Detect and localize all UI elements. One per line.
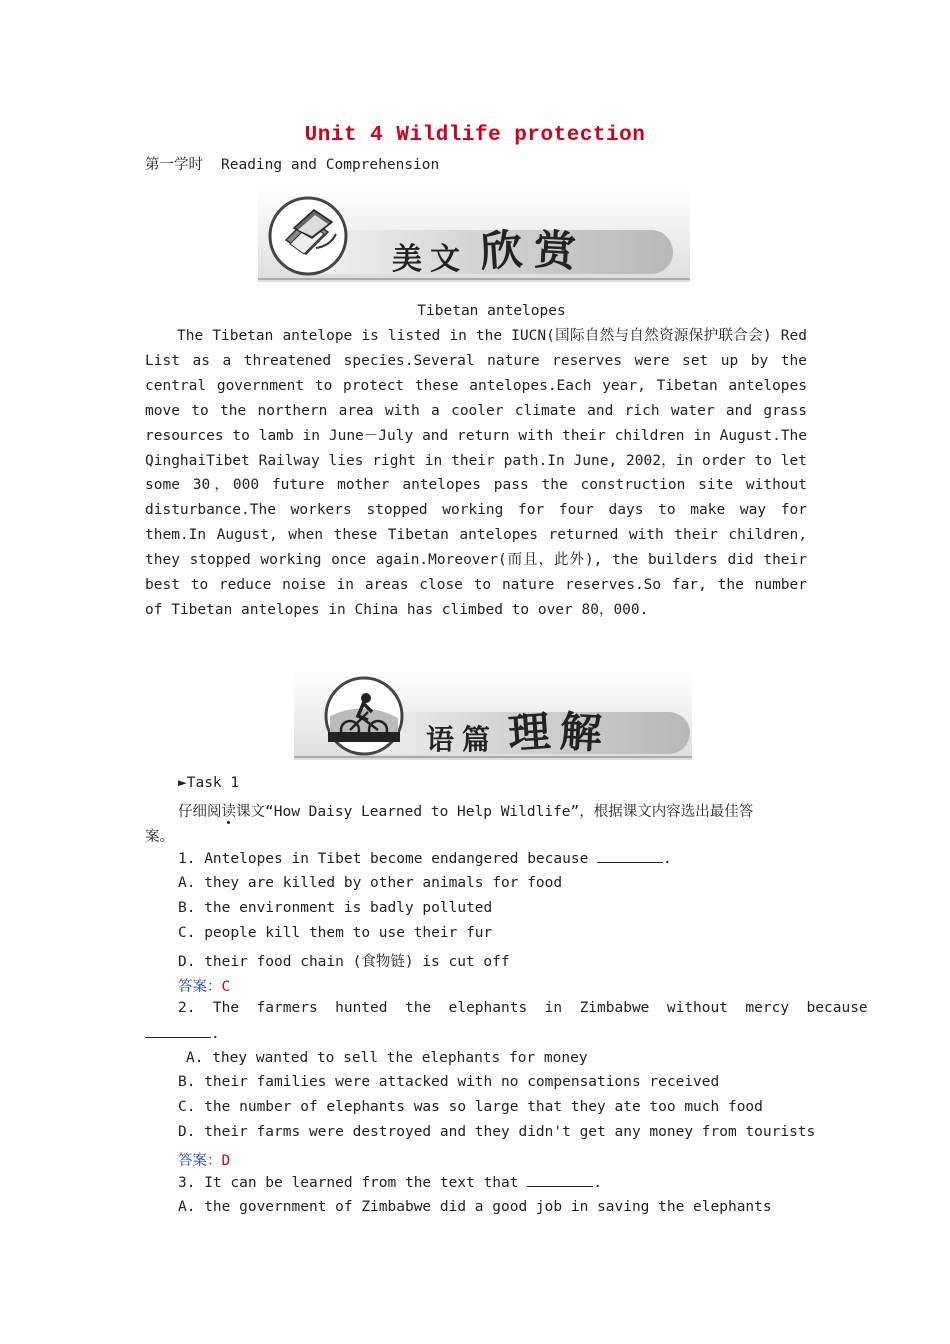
q1-stem-text: 1. Antelopes in Tibet become endangered because xyxy=(178,851,589,867)
q2-option-a: A. they wanted to sell the elephants for money xyxy=(186,1050,588,1066)
q2-stem-cont xyxy=(145,1025,220,1042)
q3-end: . xyxy=(593,1175,602,1191)
banner2-char-1: 语 xyxy=(426,723,455,756)
passage-title: Tibetan antelopes xyxy=(417,303,566,319)
lesson-subtitle xyxy=(145,153,439,174)
q3-answer-blank xyxy=(527,1174,593,1187)
banner2-char-2: 篇 xyxy=(462,723,491,756)
q2-option-c: C. the number of elephants was so large that they ate too much food xyxy=(178,1099,763,1115)
question-3-stem xyxy=(178,1174,602,1191)
banner1-char-4: 赏 xyxy=(532,224,578,277)
q1-option-a: A. they are killed by other animals for food xyxy=(178,875,563,891)
document-title: Unit 4 Wildlife protection xyxy=(304,124,646,147)
banner2-char-3: 理 xyxy=(506,706,552,759)
q1-option-b: B. the environment is badly polluted xyxy=(178,900,493,916)
banner-frame-graphic xyxy=(294,672,692,760)
q3-stem-text: 3. It can be learned from the text that xyxy=(178,1175,519,1191)
q2-option-b: B. their families were attacked with no compensations received xyxy=(178,1074,720,1090)
section-banner-comprehension xyxy=(294,672,692,760)
q2-answer-label: 答案： xyxy=(178,1153,222,1169)
q2-option-d: D. their farms were destroyed and they didn't get any money from tourists xyxy=(178,1124,816,1140)
task-label: ►Task 1 xyxy=(178,775,240,791)
question-2-stem: 2. The farmers hunted the elephants in Zimbabwe without mercy because xyxy=(178,1000,868,1016)
q2-end: . xyxy=(211,1026,220,1042)
banner1-char-1: 美 xyxy=(392,242,422,277)
task-instruction-cont: 案。 xyxy=(145,829,174,845)
q2-answer xyxy=(178,1149,230,1170)
instruction-part-b: 课文“How Daisy Learned to Help Wildlife”，根据课文内容选出最佳答 xyxy=(236,804,754,820)
q1-answer-label: 答案： xyxy=(178,979,222,995)
q3-option-a: A. the government of Zimbabwe did a good job in saving the elephants xyxy=(178,1199,772,1215)
banner-frame-graphic xyxy=(258,188,690,282)
q1-end: . xyxy=(663,851,672,867)
banner1-char-2: 文 xyxy=(430,242,460,277)
q1-answer-blank xyxy=(597,850,663,863)
task-instruction xyxy=(178,800,753,821)
q1-option-d: D. their food chain (食物链) is cut off xyxy=(178,954,510,970)
instruction-dotted-char: 读 xyxy=(221,804,236,820)
lesson-label: 第一学时 xyxy=(145,157,203,173)
banner2-char-4: 解 xyxy=(558,706,604,759)
question-1-stem xyxy=(178,850,672,867)
lesson-name: Reading and Comprehension xyxy=(221,157,440,173)
instruction-part-a: 仔细阅 xyxy=(178,804,222,820)
q1-answer-value: C xyxy=(221,979,231,995)
q2-answer-blank xyxy=(145,1025,211,1038)
q2-answer-value: D xyxy=(221,1153,231,1169)
passage-body: The Tibetan antelope is listed in the IUCN(国际自然与自然资源保护联合会) Red List as a threatened species.Several nature reserves were set up by the central government to protect these antelopes.Each year, Tibetan antelopes move to the northern area with a cooler climate and rich water and grass resources to lamb in June－July and return with their children in August.The QinghaiTibet Railway lies right in their path.In June, 2002，in order to let some 30，000 future mother antelopes pass the construction site without disturbance.The workers stopped working for four days to make way for them.In August, when these Tibetan antelopes returned with their children, they stopped working once again.Moreover(而且，此外), the builders did their best to reduce noise in areas close to nature reserves.So far, the number of Tibetan antelopes in China has climbed to over 80，000. xyxy=(145,328,807,618)
q1-option-c: C. people kill them to use their fur xyxy=(178,925,493,941)
banner1-char-3: 欣 xyxy=(478,224,524,277)
section-banner-appreciation xyxy=(258,188,690,282)
q1-answer xyxy=(178,975,230,996)
